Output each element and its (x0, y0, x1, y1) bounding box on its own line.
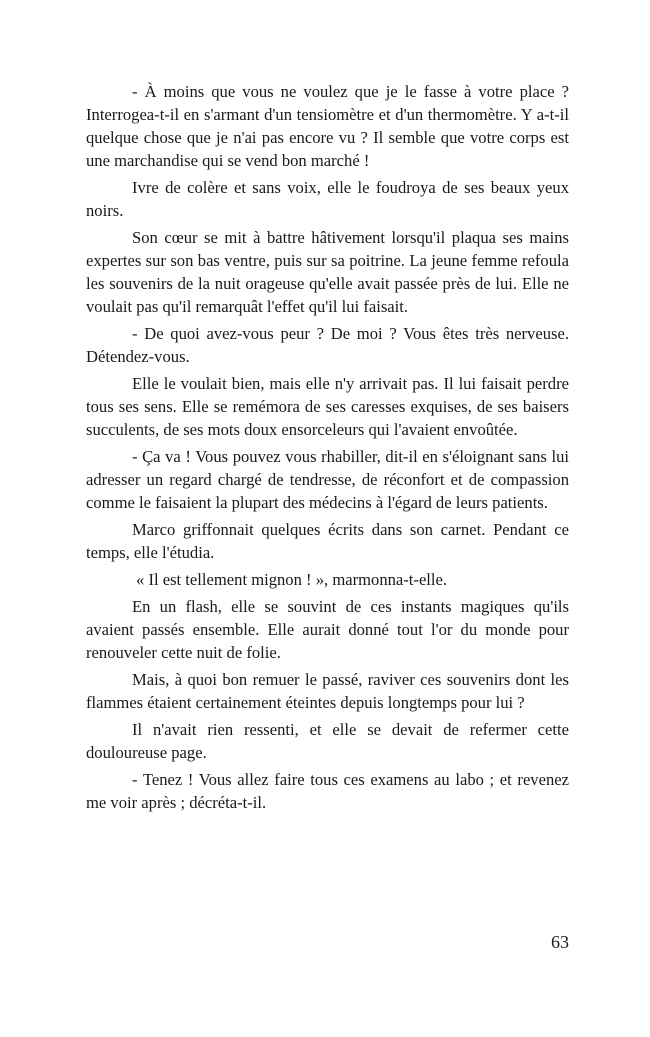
paragraph: Il n'avait rien ressenti, et elle se devait de refermer cette douloureuse page. (86, 720, 569, 762)
paragraph: En un flash, elle se souvint de ces instants magiques qu'ils avaient passés ensemble. Elle aurait donné tout l'or du monde pour renouveler cette nuit de folie. (86, 597, 569, 662)
page-number: 63 (551, 932, 569, 952)
paragraph: - De quoi avez-vous peur ? De moi ? Vous êtes très nerveuse. Détendez-vous. (86, 324, 569, 366)
paragraph: Marco griffonnait quelques écrits dans son carnet. Pendant ce temps, elle l'étudia. (86, 520, 569, 562)
paragraph: - À moins que vous ne voulez que je le fasse à votre place ? Interrogea-t-il en s'armant d'un tensiomètre et d'un thermomètre. Y a-t-il quelque chose que je n'ai pas encore vu ? Il semble que votre corps est une marchandise qui se vend bon marché ! (86, 82, 569, 170)
text-body (86, 80, 569, 814)
paragraph: Son cœur se mit à battre hâtivement lorsqu'il plaqua ses mains expertes sur son bas ventre, puis sur sa poitrine. La jeune femme refoula les souvenirs de la nuit orageuse qu'elle avait passée près de lui. Elle ne voulait pas qu'il remarquât l'effet qu'il lui faisait. (86, 228, 569, 316)
paragraph: Mais, à quoi bon remuer le passé, raviver ces souvenirs dont les flammes étaient certainement éteintes depuis longtemps pour lui ? (86, 670, 569, 712)
paragraph: - Tenez ! Vous allez faire tous ces examens au labo ; et revenez me voir après ; décréta-t-il. (86, 770, 569, 812)
paragraph: Ivre de colère et sans voix, elle le foudroya de ses beaux yeux noirs. (86, 178, 569, 220)
paragraph: - Ça va ! Vous pouvez vous rhabiller, dit-il en s'éloignant sans lui adresser un regard chargé de tendresse, de réconfort et de compassion comme le faisaient la plupart des médecins à l'égard de leurs patients. (86, 447, 569, 512)
paragraph: Elle le voulait bien, mais elle n'y arrivait pas. Il lui faisait perdre tous ses sens. Elle se remémora de ses caresses exquises, de ses baisers succulents, de ses mots doux ensorceleurs qui l'avaient envoûtée. (86, 374, 569, 439)
paragraph-quote: « Il est tellement mignon ! », marmonna-t-elle. (136, 570, 448, 589)
